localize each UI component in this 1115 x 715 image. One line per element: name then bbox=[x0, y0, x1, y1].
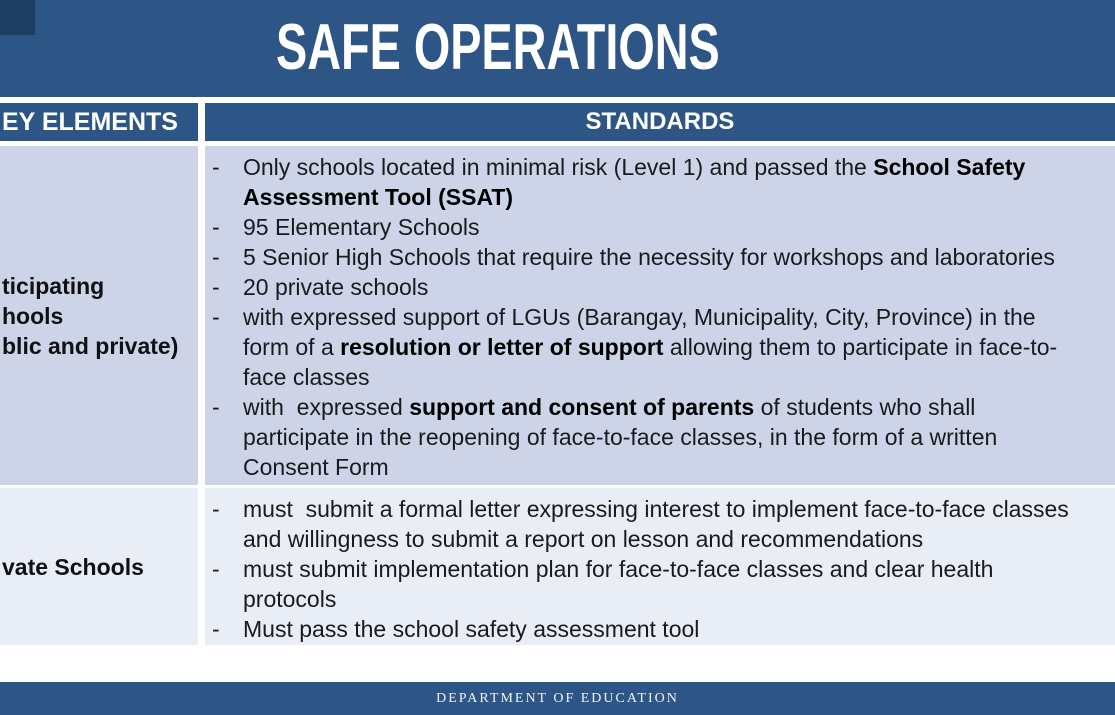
standards-line-text: Only schools located in minimal risk (Level 1) and passed the School Safety bbox=[243, 154, 1026, 180]
bullet-dash: - bbox=[212, 274, 220, 300]
standards-line bbox=[205, 452, 1115, 482]
bullet-dash: - bbox=[212, 304, 220, 330]
standards-line bbox=[205, 554, 1115, 584]
standards-line bbox=[205, 422, 1115, 452]
standards-line-text: with expressed support of LGUs (Barangay, Municipality, City, Province) in the bbox=[243, 304, 1036, 330]
standards-line bbox=[205, 242, 1115, 272]
slide-title: SAFE OPERATIONS bbox=[276, 10, 720, 83]
standards-line-text: form of a resolution or letter of support allowing them to participate in face-to- bbox=[243, 334, 1058, 360]
bullet-dash: - bbox=[212, 154, 220, 180]
standards-table bbox=[0, 103, 1115, 645]
bullet-dash: - bbox=[212, 244, 220, 270]
column-divider bbox=[198, 103, 205, 141]
bullet-dash bbox=[212, 584, 243, 614]
standards-line-text: 95 Elementary Schools bbox=[243, 214, 480, 240]
col-header-key-elements: EY ELEMENTS bbox=[0, 103, 198, 141]
key-element-cell bbox=[0, 488, 198, 645]
table-body bbox=[0, 146, 1115, 645]
title-banner bbox=[0, 0, 1115, 97]
standards-line-text: face classes bbox=[243, 364, 370, 390]
column-divider bbox=[198, 488, 205, 645]
column-divider bbox=[198, 146, 205, 485]
bullet-dash: - bbox=[212, 214, 220, 240]
standards-line bbox=[205, 302, 1115, 332]
standards-line bbox=[205, 272, 1115, 302]
standards-line-text: Must pass the school safety assessment tool bbox=[243, 616, 700, 642]
standards-line bbox=[205, 584, 1115, 614]
standards-line-text: Assessment Tool (SSAT) bbox=[243, 184, 514, 210]
standards-line bbox=[205, 152, 1115, 182]
standards-line-text: participate in the reopening of face-to-face classes, in the form of a written bbox=[243, 424, 998, 450]
standards-line-text: protocols bbox=[243, 586, 337, 612]
bullet-dash bbox=[212, 332, 243, 362]
bullet-dash bbox=[212, 452, 243, 482]
bullet-dash: - bbox=[212, 616, 220, 642]
col-header-standards: STANDARDS bbox=[205, 103, 1115, 141]
standards-line-text: and willingness to submit a report on lesson and recommendations bbox=[243, 526, 924, 552]
table-header-row bbox=[0, 103, 1115, 141]
key-element-line: ticipating bbox=[2, 272, 105, 299]
bullet-dash bbox=[212, 524, 243, 554]
standards-line bbox=[205, 182, 1115, 212]
standards-line-text: Consent Form bbox=[243, 454, 389, 480]
footer-bar bbox=[0, 682, 1115, 715]
standards-line bbox=[205, 362, 1115, 392]
standards-line-text: must submit a formal letter expressing interest to implement face-to-face classes bbox=[243, 496, 1069, 522]
standards-cell bbox=[205, 146, 1115, 485]
standards-line bbox=[205, 524, 1115, 554]
bullet-dash bbox=[212, 362, 243, 392]
bullet-dash: - bbox=[212, 496, 220, 522]
key-element-cell bbox=[0, 146, 198, 485]
corner-accent-square bbox=[0, 0, 35, 35]
standards-line bbox=[205, 494, 1115, 524]
standards-cell bbox=[205, 488, 1115, 645]
standards-line-text: must submit implementation plan for face-to-face classes and clear health bbox=[243, 556, 994, 582]
bullet-dash: - bbox=[212, 394, 220, 420]
standards-line bbox=[205, 392, 1115, 422]
key-element-line: vate Schools bbox=[2, 553, 144, 580]
bullet-dash bbox=[212, 422, 243, 452]
footer-text: DEPARTMENT OF EDUCATION bbox=[436, 690, 679, 706]
standards-line-text: 20 private schools bbox=[243, 274, 429, 300]
standards-line bbox=[205, 614, 1115, 644]
bullet-dash: - bbox=[212, 556, 220, 582]
bullet-dash bbox=[212, 182, 243, 212]
standards-line bbox=[205, 332, 1115, 362]
standards-line bbox=[205, 212, 1115, 242]
standards-line-text: 5 Senior High Schools that require the necessity for workshops and laboratories bbox=[243, 244, 1055, 270]
key-element-line: blic and private) bbox=[2, 332, 179, 359]
table-row bbox=[0, 146, 1115, 485]
standards-line-text: with expressed support and consent of parents of students who shall bbox=[243, 394, 976, 420]
key-element-line: hools bbox=[2, 302, 64, 329]
table-row bbox=[0, 488, 1115, 645]
